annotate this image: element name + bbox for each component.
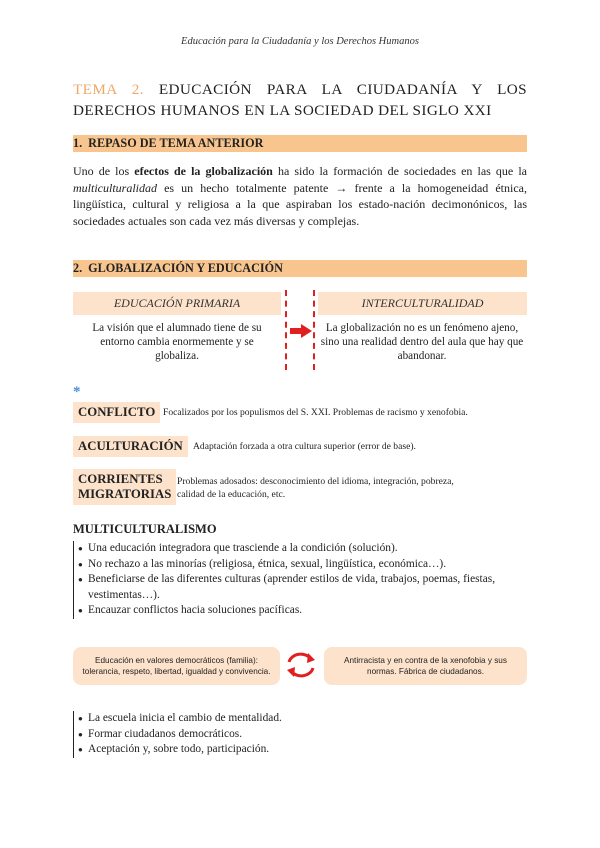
- cycle-arrows-icon: [284, 650, 318, 680]
- list-item: ● Aceptación y, sobre todo, participación.: [78, 742, 524, 758]
- pill-left-line2: tolerancia, respeto, libertad, igualdad y convivencia.: [82, 667, 271, 676]
- tag-corrientes-desc: [177, 475, 454, 501]
- comparison-left-heading: EDUCACIÓN PRIMARIA: [73, 292, 281, 315]
- tag-corrientes-line2: MIGRATORIAS: [78, 487, 172, 501]
- section-2-label: GLOBALIZACIÓN Y EDUCACIÓN: [88, 261, 283, 275]
- tag-conflicto-desc: Focalizados por los populismos del S. XXI. Problemas de racismo y xenofobia.: [163, 407, 468, 418]
- asterisk-icon: *: [73, 384, 81, 400]
- running-header: Educación para la Ciudadanía y los Derechos Humanos: [181, 36, 419, 47]
- tag-aculturacion: ACULTURACIÓN: [73, 436, 188, 457]
- tag-corrientes-desc-line2: calidad de la educación, etc.: [177, 489, 286, 500]
- right-arrow-icon: [290, 324, 312, 338]
- section-1-paragraph: [73, 163, 527, 229]
- pill-antirracista: [324, 647, 527, 685]
- tag-corrientes-line1: CORRIENTES: [78, 472, 163, 486]
- dashed-divider-left: [285, 290, 287, 370]
- section-2-heading: [73, 260, 527, 277]
- final-list: [73, 711, 524, 758]
- pill-right-line1: Antirracista y en contra de la xenofobia y sus: [344, 656, 507, 665]
- comparison-left-text: La visión que el alumnado tiene de su entorno cambia enormemente y se globaliza.: [92, 322, 262, 362]
- para-text-2: ha sido la formación de sociedades en las que la: [272, 164, 528, 178]
- section-2-number: 2.: [73, 261, 83, 275]
- para-text-3: es un hecho totalmente patente → frente a la homogeneidad étnica, lingüística, cultural y religiosa a la que aspiraban los estado-nación decimonónicos, las sociedades actuales son cada vez más diversas y complejas.: [73, 180, 527, 228]
- multiculturalismo-heading: MULTICULTURALISMO: [73, 522, 217, 536]
- section-1-number: 1.: [73, 136, 83, 150]
- tag-aculturacion-desc: Adaptación forzada a otra cultura superior (error de base).: [193, 441, 416, 452]
- tag-corrientes-desc-line1: Problemas adosados: desconocimiento del idioma, integración, pobreza,: [177, 476, 454, 487]
- list-item: ● No rechazo a las minorías (religiosa, étnica, sexual, lingüística, económica…).: [78, 557, 524, 573]
- tag-conflicto: CONFLICTO: [73, 402, 160, 423]
- list-item: ● La escuela inicia el cambio de mentalidad.: [78, 711, 524, 727]
- para-bold: efectos de la globalización: [134, 164, 273, 178]
- section-1-label: REPASO DE TEMA ANTERIOR: [88, 136, 264, 150]
- comparison-right-text: La globalización no es un fenómeno ajeno, sino una realidad dentro del aula que hay que abandonar.: [320, 322, 524, 362]
- page-title: [73, 79, 527, 121]
- comparison-right-heading: INTERCULTURALIDAD: [318, 292, 527, 315]
- title-tema: TEMA 2.: [73, 81, 144, 98]
- list-item: ● Beneficiarse de las diferentes culturas (aprender estilos de vida, trabajos, poemas, fiestas, vestimentas…).: [78, 572, 524, 603]
- list-item: ● Encauzar conflictos hacia soluciones pacíficas.: [78, 603, 524, 619]
- para-text-1: Uno de los: [73, 164, 135, 178]
- title-text: EDUCACIÓN PARA LA CIUDADANÍA Y LOS DERECHOS HUMANOS EN LA SOCIEDAD DEL SIGLO XXI: [73, 81, 527, 119]
- pill-educacion-valores: [73, 647, 280, 685]
- multiculturalismo-list: [73, 541, 524, 619]
- tag-corrientes-migratorias: [73, 469, 176, 505]
- dashed-divider-right: [313, 290, 315, 370]
- list-item: ● Una educación integradora que trasciende a la condición (solución).: [78, 541, 524, 557]
- pill-right-line2: normas. Fábrica de ciudadanos.: [367, 667, 484, 676]
- list-item: ● Formar ciudadanos democráticos.: [78, 727, 524, 743]
- section-1-heading: [73, 135, 527, 152]
- para-italic: multiculturalidad: [73, 180, 157, 195]
- pill-left-line1: Educación en valores democráticos (familia):: [95, 656, 258, 665]
